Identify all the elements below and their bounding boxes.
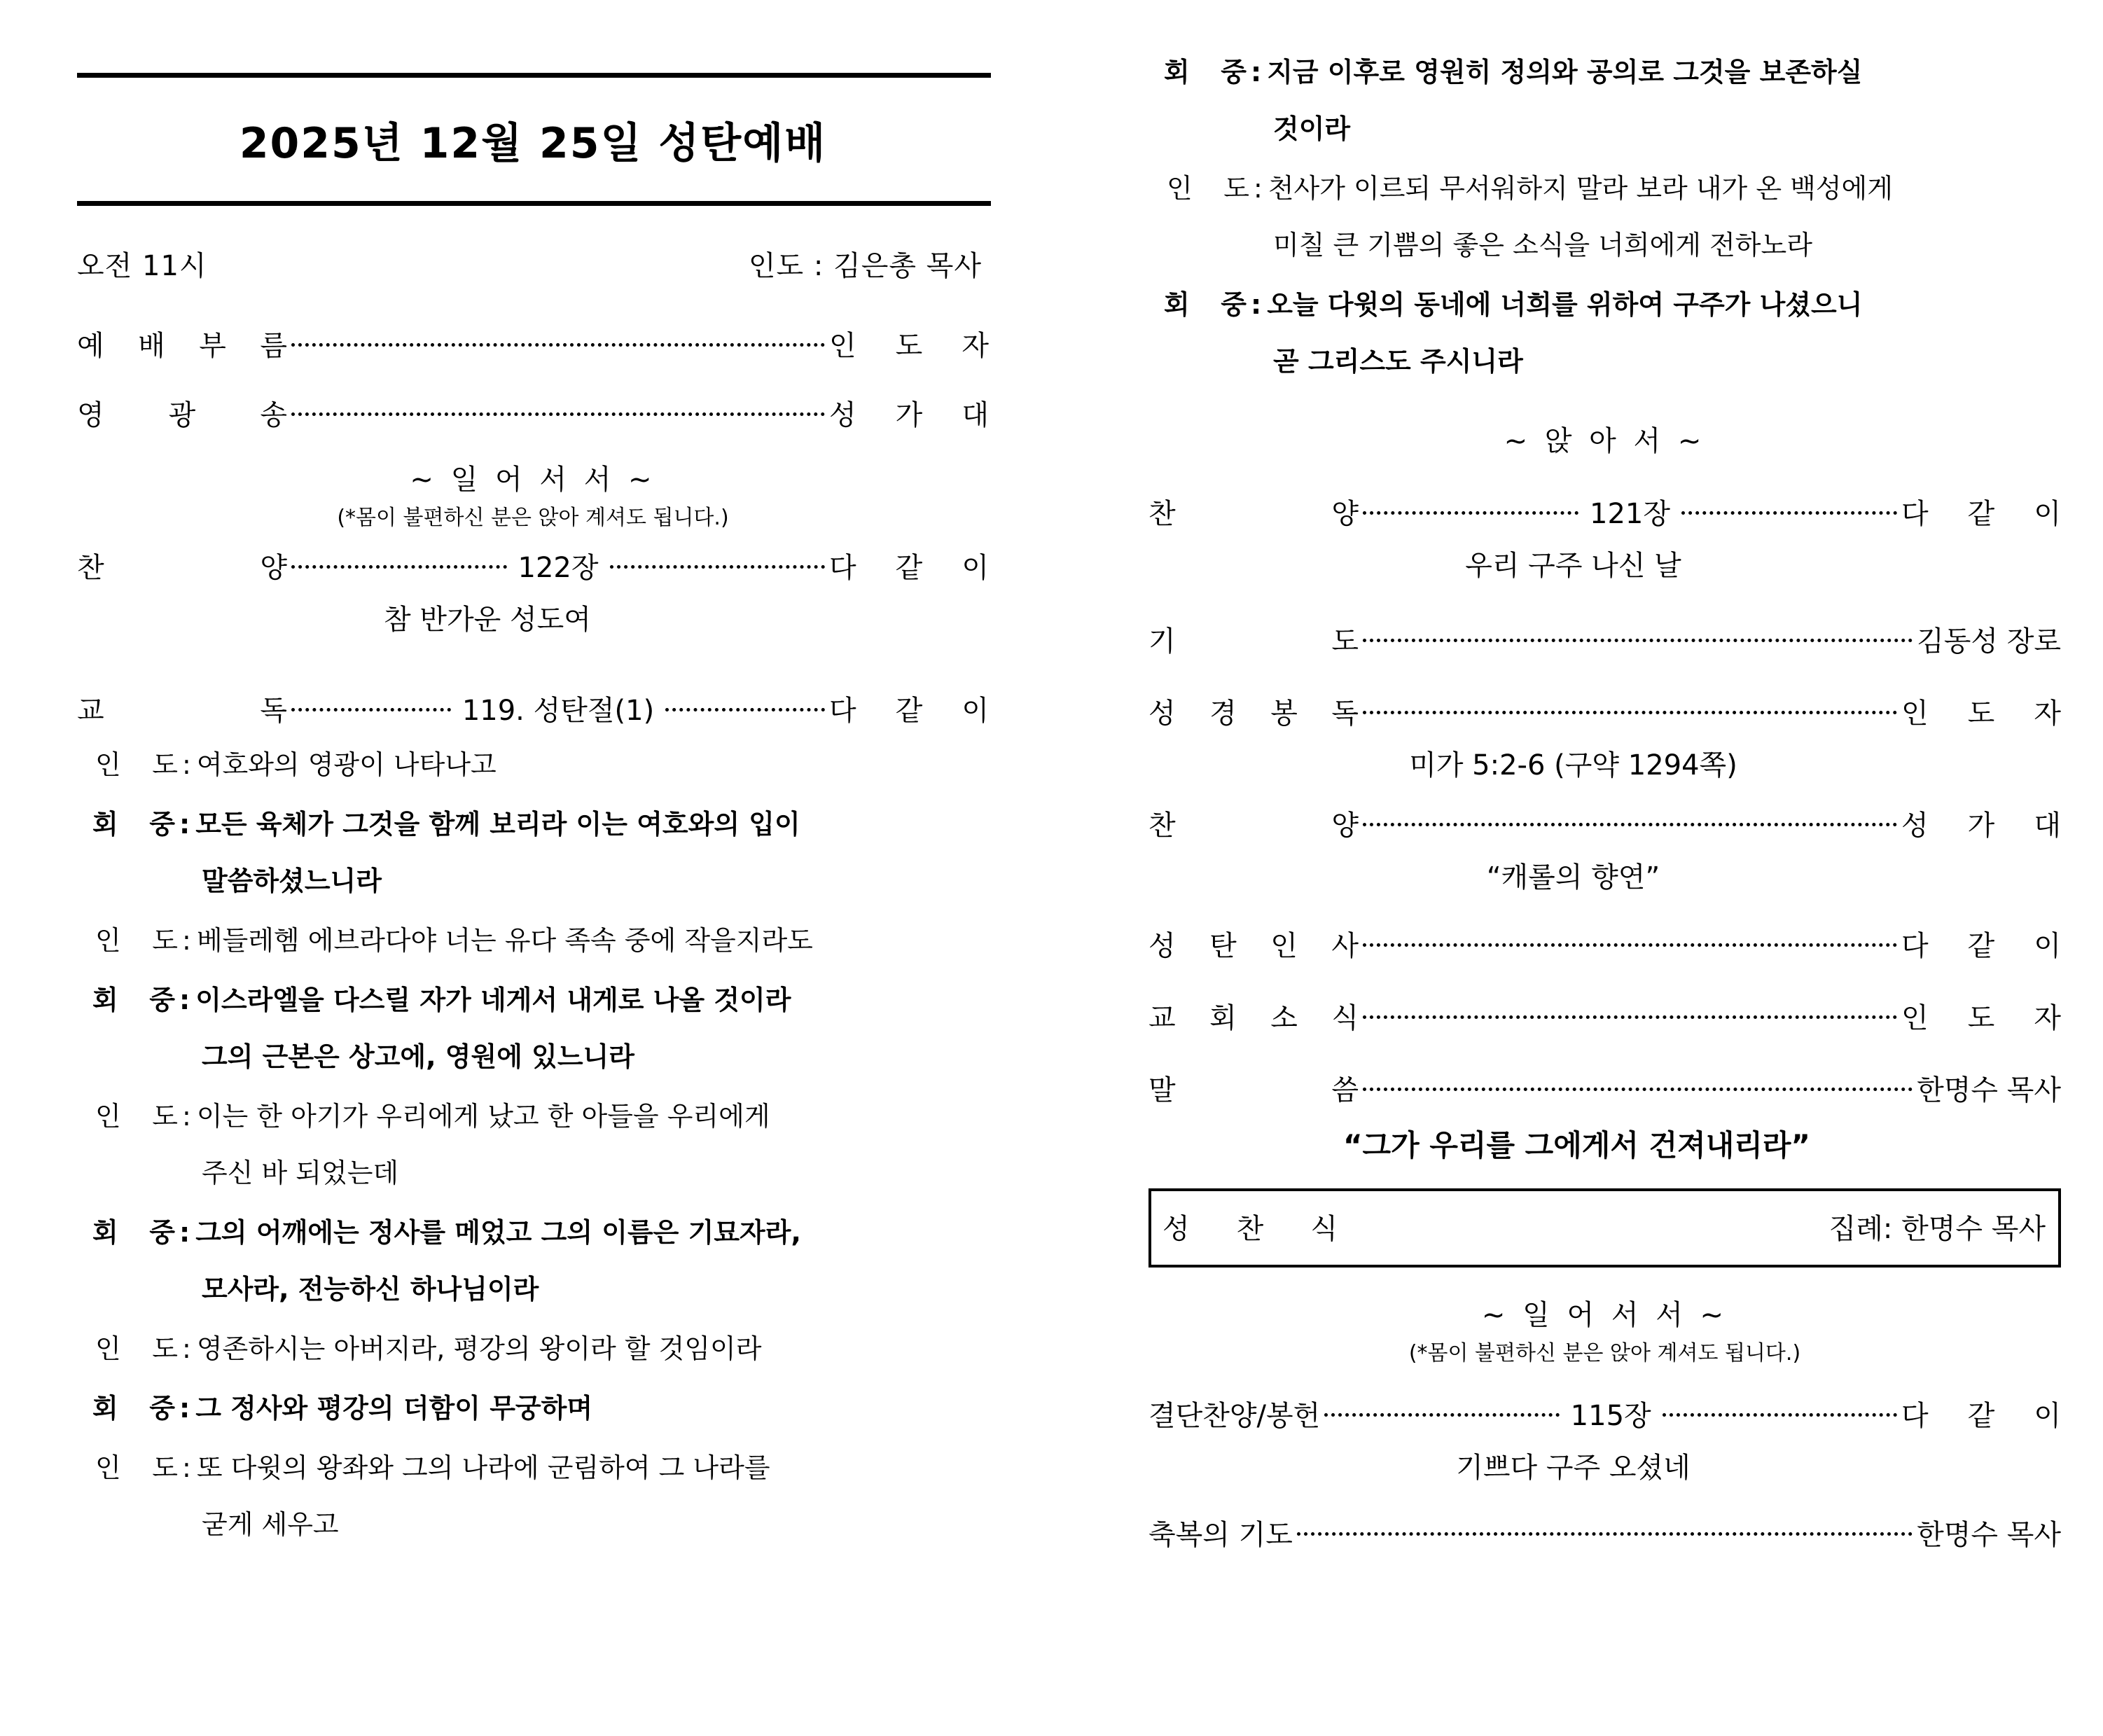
- hymn-title: 우리 구주 나신 날: [1465, 550, 1681, 582]
- dotted-leader: [1363, 495, 1578, 523]
- hymn-number: 121장: [1590, 498, 1670, 530]
- service-item-label: 성 경 봉 독: [1148, 697, 1359, 730]
- responsive-line-leader: [77, 919, 989, 957]
- responsive-text: 지금 이후로 영원히 정의와 공의로 그것을 보존하실: [1267, 57, 1863, 88]
- service-item-benediction: [1148, 1516, 2061, 1549]
- header-top-rule: [77, 73, 991, 78]
- dotted-leader: [1363, 623, 1913, 651]
- scripture-reference: 미가 5:2-6 (구약 1294쪽): [1409, 749, 1737, 782]
- responsive-speaker: 인 도: [95, 925, 178, 956]
- responsive-text: 이는 한 아기가 우리에게 났고 한 아들을 우리에게: [196, 1101, 770, 1132]
- dotted-leader: [1363, 927, 1897, 955]
- posture-stand-label: ~ 일 어 서 서 ~: [410, 464, 656, 496]
- responsive-text: 영존하시는 아버지라, 평강의 왕이라 할 것임이라: [196, 1333, 762, 1364]
- service-item-label: 교 회 소 식: [1148, 1002, 1359, 1034]
- responsive-text-continued: 곧 그리스도 주시니라: [1273, 346, 1523, 377]
- responsive-speaker: 인 도: [95, 1452, 178, 1483]
- responsive-reading-right: [1148, 50, 2061, 378]
- responsive-text-continued: 모사라, 전능하신 하나님이라: [202, 1274, 539, 1305]
- communion-officiant: 집례: 한명수 목사: [1828, 1213, 2046, 1245]
- left-column: [0, 0, 1050, 1736]
- service-item-assignee: 성 가 대: [1901, 810, 2061, 842]
- service-item-assignee: 인 도 자: [1901, 697, 2061, 730]
- service-item-assignee: 다 같 이: [1901, 1400, 2061, 1432]
- responsive-text-continued: 말씀하셨느니라: [202, 866, 382, 896]
- service-item-gloria: [77, 396, 989, 429]
- service-item-label: 기 도: [1148, 625, 1359, 658]
- service-item-assignee: 다 같 이: [1901, 498, 2061, 530]
- service-leader: 인도 : 김은총 목사: [748, 250, 982, 282]
- responsive-speaker: 회 중: [92, 1393, 175, 1424]
- service-time: 오전 11시: [77, 250, 207, 282]
- dotted-leader: [1324, 1397, 1559, 1425]
- service-item-responsive-reading-119: [77, 692, 989, 725]
- service-item-sermon: [1148, 1071, 2061, 1104]
- hymn-number: 122장: [518, 552, 599, 584]
- responsive-colon: :: [1251, 57, 1262, 88]
- responsive-colon: :: [179, 985, 190, 1015]
- responsive-colon: :: [179, 1217, 190, 1248]
- responsive-text: 그 정사와 평강의 더함이 무궁하며: [195, 1393, 593, 1424]
- service-item-christmas-greeting: [1148, 927, 2061, 960]
- dotted-leader: [1663, 1397, 1897, 1425]
- service-item-label: 찬 양: [1148, 498, 1359, 530]
- responsive-colon: :: [1254, 173, 1263, 204]
- service-item-assignee: 다 같 이: [829, 552, 989, 584]
- responsive-text-continued: 주신 바 되었는데: [202, 1158, 399, 1188]
- responsive-speaker: 회 중: [92, 809, 175, 840]
- service-item-choir-anthem: [1148, 807, 2061, 840]
- responsive-speaker: 회 중: [1164, 57, 1247, 88]
- service-item-scripture-reading: [1148, 695, 2061, 728]
- responsive-line-congregation: [77, 1211, 989, 1249]
- responsive-speaker: 회 중: [92, 1217, 175, 1248]
- responsive-speaker: 인 도: [95, 1333, 178, 1364]
- service-item-label: 교 독: [77, 695, 287, 727]
- responsive-speaker: 인 도: [1167, 173, 1249, 204]
- dotted-leader: [291, 396, 825, 424]
- page-title: 2025년 12월 25일 성탄예배: [239, 119, 827, 168]
- responsive-line-congregation: [77, 803, 989, 841]
- service-item-assignee: 다 같 이: [1901, 930, 2061, 962]
- service-item-label: 찬 양: [77, 552, 287, 584]
- dotted-leader: [665, 692, 825, 720]
- responsive-text: 그의 어깨에는 정사를 메었고 그의 이름은 기묘자라,: [195, 1217, 801, 1248]
- responsive-line-leader: [77, 1327, 989, 1366]
- service-item-assignee: 한명수 목사: [1917, 1519, 2061, 1551]
- service-meta-row: [77, 206, 989, 284]
- responsive-text: 베들레헴 에브라다야 너는 유다 족속 중에 작을지라도: [196, 925, 813, 956]
- responsive-line-leader: [1148, 167, 2061, 205]
- responsive-text-continued: 것이라: [1273, 113, 1351, 144]
- responsive-colon: :: [182, 1101, 191, 1132]
- sermon-title: “그가 우리를 그에게서 건져내리라”: [1342, 1128, 1811, 1162]
- service-item-label: 성 탄 인 사: [1148, 930, 1359, 962]
- hymn-title: 기쁘다 구주 오셨네: [1456, 1452, 1691, 1484]
- service-item-assignee: 인 도 자: [1901, 1002, 2061, 1034]
- posture-stand-block-right: [1148, 1293, 2061, 1366]
- dotted-leader: [1297, 1516, 1913, 1544]
- service-item-announcements: [1148, 999, 2061, 1032]
- responsive-speaker: 회 중: [1164, 289, 1247, 320]
- dotted-leader: [1363, 999, 1897, 1027]
- responsive-line-leader: [77, 743, 989, 782]
- responsive-reading-number: 119. 성탄절(1): [461, 695, 655, 727]
- responsive-speaker: 인 도: [95, 1101, 178, 1132]
- responsive-line-leader: [77, 1446, 989, 1485]
- service-item-label: 축복의 기도: [1148, 1519, 1293, 1551]
- responsive-line-leader: [77, 1095, 989, 1133]
- hymn-number: 115장: [1570, 1400, 1651, 1432]
- service-item-assignee: 한명수 목사: [1917, 1074, 2061, 1106]
- responsive-text-continued: 그의 근본은 상고에, 영원에 있느니라: [202, 1041, 634, 1072]
- responsive-line-congregation: [77, 1387, 989, 1425]
- service-item-label: 영 광 송: [77, 399, 287, 431]
- responsive-colon: :: [182, 1333, 191, 1364]
- responsive-speaker: 회 중: [92, 985, 175, 1015]
- service-item-label: 결단찬양/봉헌: [1148, 1400, 1321, 1432]
- dotted-leader: [291, 327, 825, 355]
- responsive-line-congregation: [1148, 50, 2061, 89]
- dotted-leader: [1363, 695, 1897, 723]
- responsive-colon: :: [182, 749, 191, 780]
- responsive-speaker: 인 도: [95, 749, 178, 780]
- service-item-assignee: 다 같 이: [829, 695, 989, 727]
- service-item-hymn-122: [77, 549, 989, 582]
- responsive-colon: :: [182, 925, 191, 956]
- responsive-text: 또 다윗의 왕좌와 그의 나라에 군림하여 그 나라를: [196, 1452, 770, 1483]
- posture-sit-label: ~ 앉 아 서 ~: [1504, 425, 1706, 457]
- hymn-title: 참 반가운 성도여: [384, 604, 591, 636]
- service-item-call-to-worship: [77, 327, 989, 360]
- dotted-leader: [610, 549, 826, 577]
- posture-stand-label: ~ 일 어 서 서 ~: [1481, 1299, 1728, 1331]
- responsive-text-continued: 굳게 세우고: [202, 1509, 339, 1540]
- anthem-title: “캐롤의 향연”: [1486, 861, 1660, 894]
- service-item-prayer: [1148, 623, 2061, 658]
- responsive-line-congregation: [1148, 283, 2061, 321]
- responsive-line-congregation: [77, 978, 989, 1017]
- header-bottom-rule: [77, 201, 991, 206]
- service-item-hymn-121: [1148, 495, 2061, 528]
- responsive-text: 천사가 이르되 무서워하지 말라 보라 내가 온 백성에게: [1268, 173, 1893, 204]
- responsive-colon: :: [179, 1393, 190, 1424]
- responsive-colon: :: [1251, 289, 1262, 320]
- service-item-label: 예 배 부 름: [77, 330, 287, 362]
- responsive-text: 오늘 다윗의 동네에 너희를 위하여 구주가 나셨으니: [1267, 289, 1863, 320]
- dotted-leader: [1363, 1071, 1913, 1099]
- dotted-leader: [1681, 495, 1897, 523]
- posture-stand-note: (*몸이 불편하신 분은 앉아 계셔도 됩니다.): [337, 506, 729, 530]
- posture-stand-block-left: [77, 457, 989, 531]
- service-item-label: 말 씀: [1148, 1074, 1359, 1106]
- responsive-text: 모든 육체가 그것을 함께 보리라 이는 여호와의 입이: [195, 809, 800, 840]
- dotted-leader: [291, 549, 507, 577]
- responsive-text: 이스라엘을 다스릴 자가 네게서 내게로 나올 것이라: [195, 985, 791, 1015]
- posture-stand-note: (*몸이 불편하신 분은 앉아 계셔도 됩니다.): [1408, 1341, 1801, 1366]
- communion-label: 성 찬 식: [1162, 1213, 1338, 1245]
- responsive-reading-left: [77, 743, 989, 1541]
- dotted-leader: [291, 692, 451, 720]
- service-item-assignee: 인 도 자: [829, 330, 989, 362]
- dotted-leader: [1363, 807, 1897, 835]
- service-item-label: 찬 양: [1148, 810, 1359, 842]
- right-column: [1050, 0, 2103, 1736]
- communion-box: [1148, 1188, 2061, 1268]
- responsive-colon: :: [182, 1452, 191, 1483]
- service-item-assignee: 성 가 대: [829, 399, 989, 431]
- responsive-text-continued: 미칠 큰 기쁨의 좋은 소식을 너희에게 전하노라: [1273, 230, 1812, 261]
- responsive-text: 여호와의 영광이 나타나고: [196, 749, 497, 780]
- service-item-offering-hymn: [1148, 1397, 2061, 1430]
- service-item-assignee: 김동성 장로: [1917, 625, 2061, 658]
- responsive-colon: :: [179, 809, 190, 840]
